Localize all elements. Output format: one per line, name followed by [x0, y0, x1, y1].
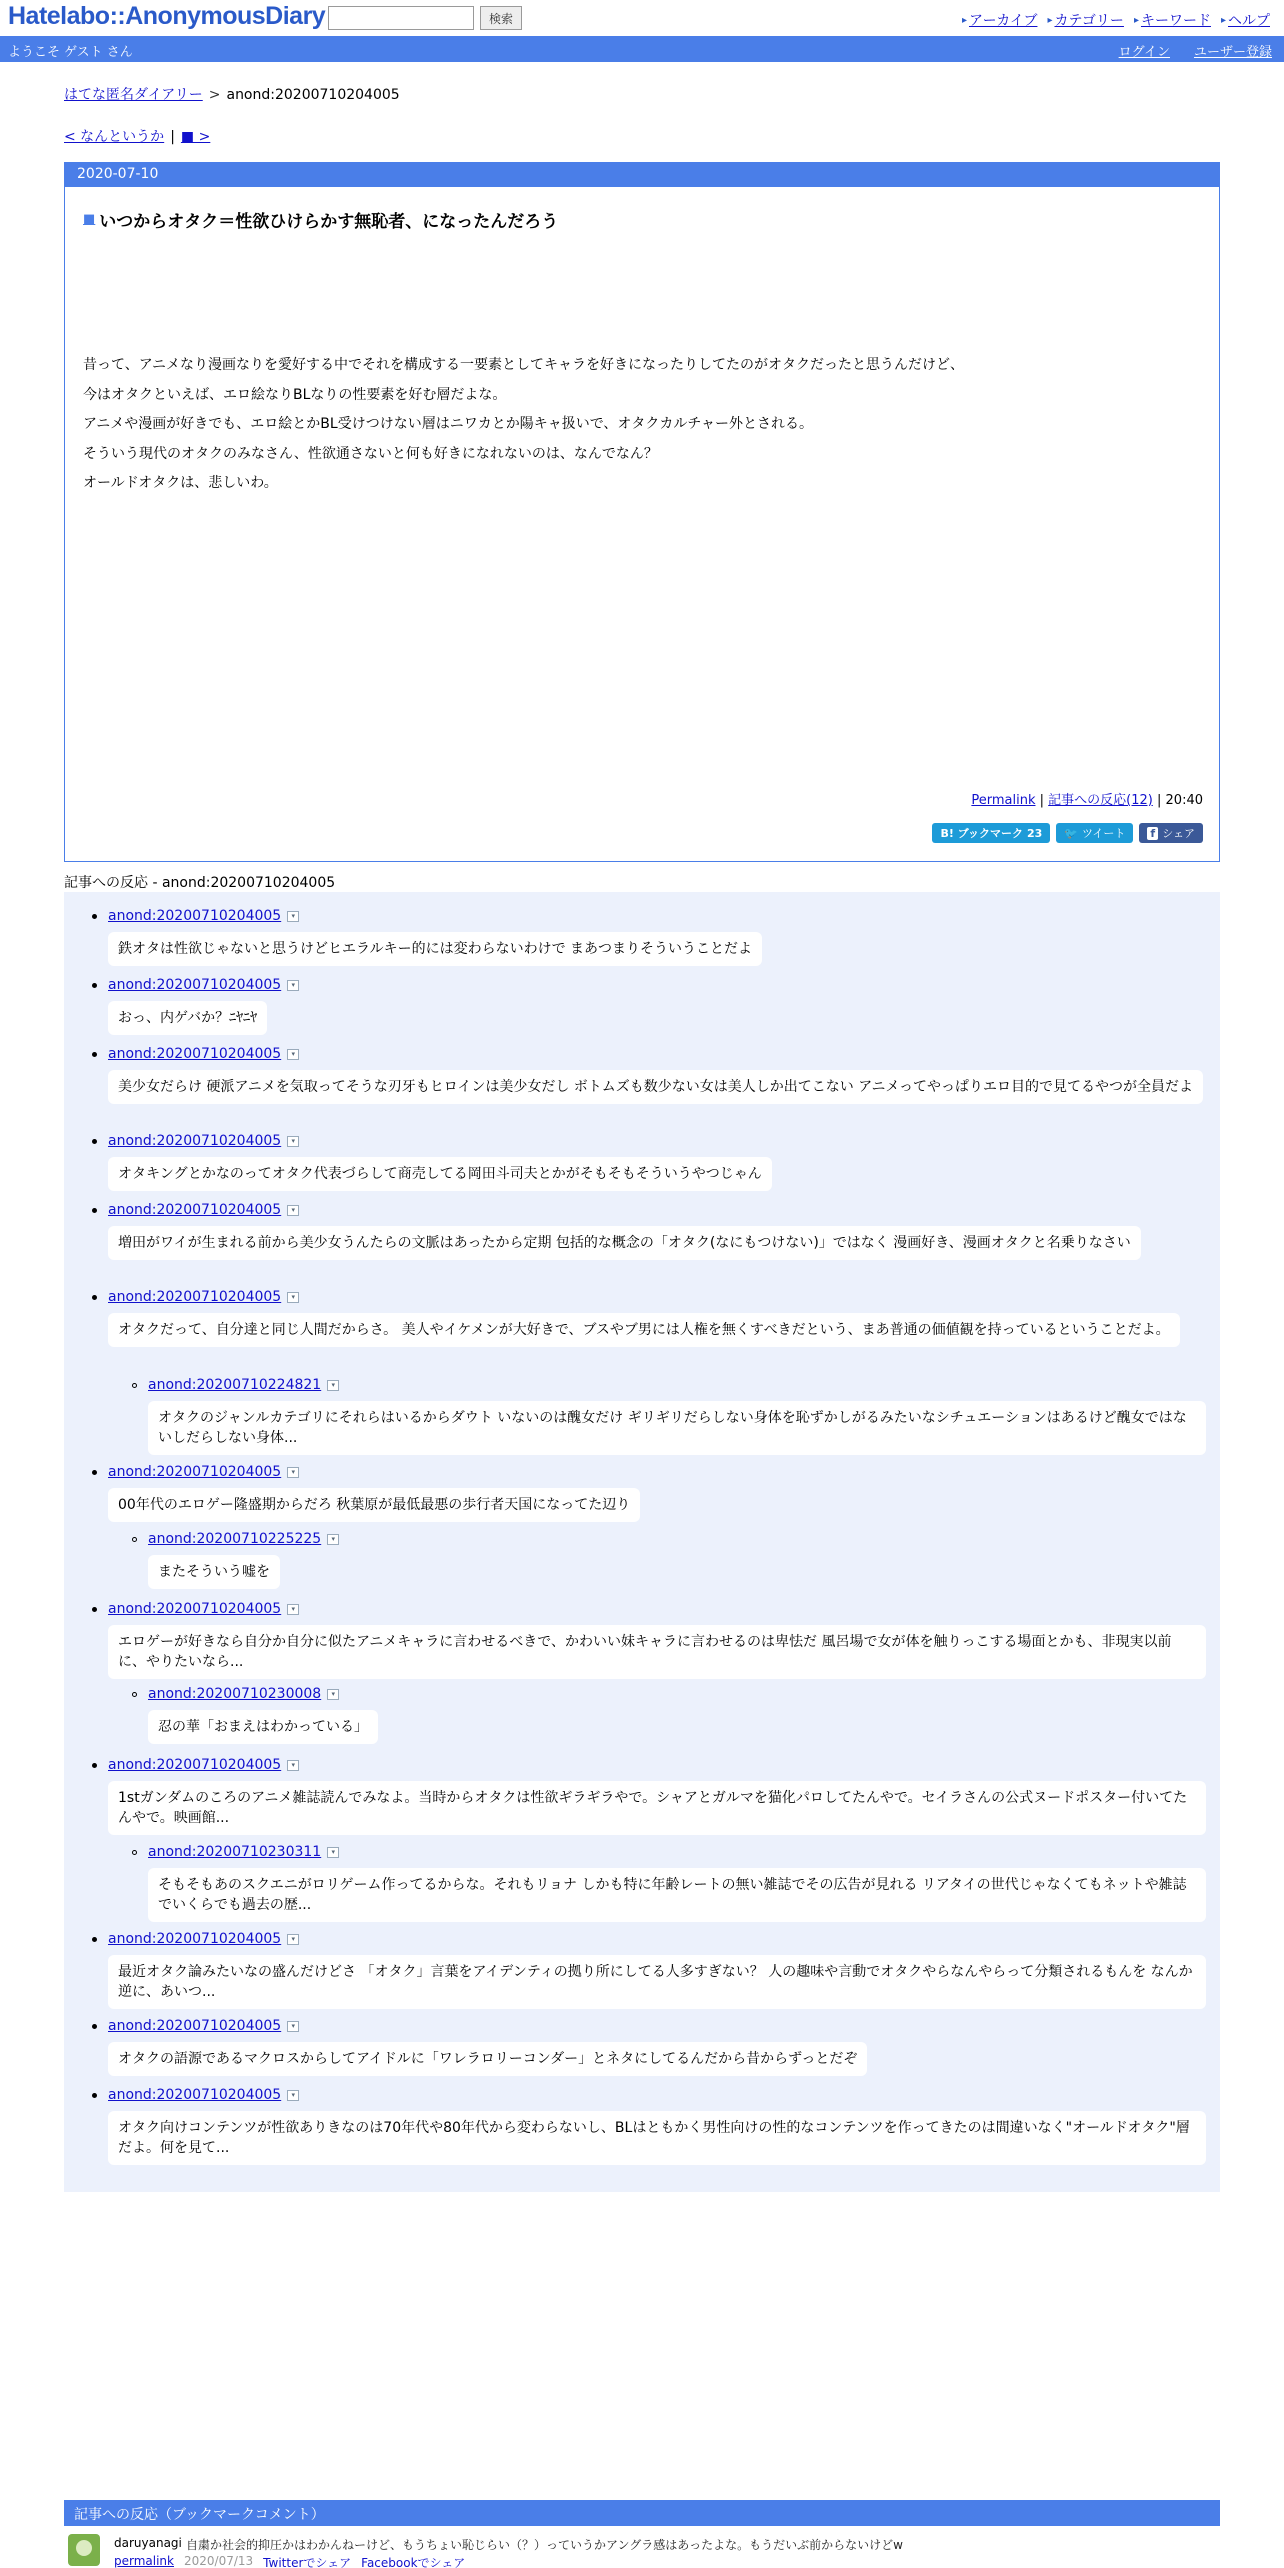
- top-nav: [962, 10, 1270, 30]
- search-input[interactable]: [328, 6, 474, 30]
- expand-toggle-icon[interactable]: ▾: [287, 1604, 299, 1615]
- expand-toggle-icon[interactable]: ▾: [287, 1760, 299, 1771]
- reaction-entry-link[interactable]: anond:20200710204005: [108, 1133, 282, 1149]
- arrow-icon: ▸: [1047, 14, 1053, 26]
- reaction-entry-link[interactable]: anond:20200710204005: [108, 908, 282, 924]
- reaction-item: [108, 1601, 1206, 1679]
- nav-link-keyword[interactable]: キーワード: [1140, 13, 1211, 29]
- article-date: 2020-07-10: [65, 163, 1219, 187]
- reaction-item: [148, 1377, 1206, 1455]
- nav-link-archive[interactable]: アーカイブ: [968, 13, 1038, 29]
- reaction-entry-link[interactable]: anond:20200710204005: [108, 2087, 282, 2103]
- reaction-head: [108, 2018, 1206, 2034]
- avatar[interactable]: [68, 2534, 100, 2566]
- reactions-list: [64, 892, 1220, 2192]
- reaction-head: [108, 1931, 1206, 1947]
- article-footer: [971, 789, 1203, 808]
- reaction-head: [108, 908, 1206, 924]
- reaction-item: [108, 1289, 1206, 1347]
- reaction-head: [108, 2087, 1206, 2103]
- reactions-link[interactable]: 記事への反応(12): [1048, 793, 1153, 808]
- list-bullet: [132, 1692, 137, 1697]
- reaction-excerpt: 忍の華「おまえはわかっている」: [148, 1710, 378, 1744]
- article-paragraph: そういう現代のオタクのみなさん、性欲通さないと何も好きになれないのは、なんでなん？: [83, 445, 658, 462]
- list-bullet: [92, 1295, 97, 1300]
- reaction-entry-link[interactable]: anond:20200710204005: [108, 1202, 282, 1218]
- twitter-icon: 🐦: [1064, 826, 1078, 840]
- reaction-excerpt: オタクだって、自分達と同じ人間だからさ。 美人やイケメンが大好きで、ブスやブ男には人権を無くすべきだという、まあ普通の価値観を持っているということだよ。: [108, 1313, 1180, 1347]
- article: [64, 162, 1220, 862]
- reaction-head: [108, 977, 1206, 993]
- expand-toggle-icon[interactable]: ▾: [327, 1380, 339, 1391]
- expand-toggle-icon[interactable]: ▾: [287, 1049, 299, 1060]
- reaction-entry-link[interactable]: anond:20200710230008: [148, 1686, 322, 1702]
- reaction-excerpt: エロゲーが好きなら自分か自分に似たアニメキャラに言わせるべきで、かわいい妹キャラに言わせるのは卑怯だ 風呂場で女が体を触りっこする場面とかも、非現実以前に、やりたいなら...: [108, 1625, 1206, 1679]
- bookmark-twitter-share[interactable]: Twitterでシェア: [263, 2556, 352, 2568]
- user-links: [1119, 41, 1272, 60]
- hatena-bookmark-count: 23: [1026, 826, 1043, 840]
- list-bullet: [92, 1607, 97, 1612]
- reaction-item: [148, 1844, 1206, 1922]
- permalink-link[interactable]: Permalink: [971, 793, 1036, 808]
- arrow-icon: ▸: [961, 14, 967, 26]
- article-body: [83, 351, 1193, 499]
- nav-link-category[interactable]: カテゴリー: [1054, 13, 1124, 29]
- avatar-face: [76, 2540, 92, 2556]
- bookmark-meta: [114, 2554, 465, 2568]
- facebook-share-button[interactable]: [1139, 823, 1203, 843]
- reaction-item: [108, 1133, 1206, 1191]
- prev-entry-link[interactable]: < なんというか: [64, 129, 165, 145]
- reaction-item: [148, 1686, 1206, 1744]
- footer-separator: |: [1039, 793, 1045, 808]
- user-bar: [0, 36, 1284, 62]
- list-bullet: [92, 2024, 97, 2029]
- article-paragraph: 今はオタクといえば、エロ絵なりBLなりの性要素を好む層だよな。: [83, 386, 507, 403]
- reaction-item: [108, 2018, 1206, 2076]
- reaction-item: [108, 1464, 1206, 1522]
- reaction-item: [108, 1202, 1206, 1260]
- hatena-bookmark-label: B! ブックマーク: [940, 827, 1023, 840]
- bookmark-comments-header: 記事への反応（ブックマークコメント）: [64, 2500, 1220, 2526]
- list-bullet: [92, 983, 97, 988]
- title-marker-link[interactable]: ■: [83, 212, 96, 227]
- top-bar: [0, 0, 1284, 36]
- reaction-excerpt: オタキングとかなのってオタク代表づらして商売してる岡田斗司夫とかがそもそもそういうやつじゃん: [108, 1157, 772, 1191]
- reaction-excerpt: オタクの語源であるマクロスからしてアイドルに「ワレラロリーコンダー」とネタにしてるんだから昔からずっとだぞ: [108, 2042, 867, 2076]
- facebook-share-label: シェア: [1162, 827, 1195, 840]
- expand-toggle-icon[interactable]: ▾: [287, 2021, 299, 2032]
- breadcrumb: [64, 84, 400, 104]
- list-bullet: [132, 1383, 137, 1388]
- reaction-excerpt: おっ、内ゲバか？ﾆﾔﾆﾔ: [108, 1001, 267, 1035]
- facebook-icon: f: [1147, 827, 1158, 840]
- list-bullet: [92, 1208, 97, 1213]
- reaction-entry-link[interactable]: anond:20200710204005: [108, 1757, 282, 1773]
- list-bullet: [92, 914, 97, 919]
- reaction-entry-link[interactable]: anond:20200710204005: [108, 1046, 282, 1062]
- reaction-excerpt: 最近オタク論みたいなの盛んだけどさ 「オタク」言葉をアイデンティの拠り所にしてる人多すぎない？ 人の趣味や言動でオタクやらなんやらって分類されるもんを なんか逆に、あいつ...: [108, 1955, 1206, 2009]
- reaction-head: [108, 1046, 1206, 1062]
- expand-toggle-icon[interactable]: ▾: [327, 1689, 339, 1700]
- reactions-header: 記事への反応 - anond:20200710204005: [64, 872, 1220, 895]
- reaction-excerpt: 00年代のエロゲー隆盛期からだろ 秋葉原が最低最悪の歩行者天国になってた辺り: [108, 1488, 640, 1522]
- expand-toggle-icon[interactable]: ▾: [327, 1847, 339, 1858]
- reaction-item: [148, 1531, 1206, 1589]
- list-bullet: [92, 1052, 97, 1057]
- reaction-item: [108, 1046, 1206, 1104]
- nav-item-keyword[interactable]: [1134, 10, 1211, 30]
- expand-toggle-icon[interactable]: ▾: [287, 1205, 299, 1216]
- expand-toggle-icon[interactable]: ▾: [327, 1534, 339, 1545]
- breadcrumb-separator: >: [208, 87, 221, 103]
- bookmark-facebook-share[interactable]: Facebookでシェア: [361, 2556, 466, 2568]
- pager-separator: |: [170, 129, 175, 145]
- reaction-head: [108, 1133, 1206, 1149]
- reaction-entry-link[interactable]: anond:20200710204005: [108, 1931, 282, 1947]
- reaction-entry-link[interactable]: anond:20200710204005: [108, 1601, 282, 1617]
- nav-item-category[interactable]: [1047, 10, 1123, 30]
- footer-separator: |: [1157, 793, 1162, 808]
- expand-toggle-icon[interactable]: ▾: [287, 1934, 299, 1945]
- reaction-entry-link[interactable]: anond:20200710224821: [148, 1377, 322, 1393]
- bookmark-permalink[interactable]: permalink: [114, 2554, 174, 2568]
- bookmark-comment: [68, 2532, 1218, 2568]
- list-bullet: [132, 1850, 137, 1855]
- post-time: 20:40: [1165, 793, 1203, 808]
- reaction-excerpt: 1stガンダムのころのアニメ雑誌読んでみなよ。当時からオタクは性欲ギラギラやで。シャアとガルマを猫化パロしてたんやで。セイラさんの公式ヌードポスター付いてたんやで。映画館...: [108, 1781, 1206, 1835]
- reaction-head: [108, 1601, 1206, 1617]
- expand-toggle-icon[interactable]: ▾: [287, 1136, 299, 1147]
- list-bullet: [92, 1763, 97, 1768]
- expand-toggle-icon[interactable]: ▾: [287, 1467, 299, 1478]
- reaction-excerpt: そもそもあのスクエニがロリゲーム作ってるからな。それもリョナ しかも特に年齢レートの無い雑誌でその広告が見れる リアタイの世代じゃなくてもネットや雑誌でいくらでも過去の歴...: [148, 1868, 1206, 1922]
- article-paragraph: アニメや漫画が好きでも、エロ絵とかBL受けつけない層はニワカとか陽キャ扱いで、オタクカルチャー外とされる。: [83, 416, 814, 432]
- reaction-head: [108, 1757, 1206, 1773]
- reaction-item: [108, 908, 1206, 966]
- reaction-head: [108, 1464, 1206, 1480]
- list-bullet: [92, 2093, 97, 2098]
- reaction-entry-link[interactable]: anond:20200710225225: [148, 1531, 322, 1547]
- reaction-excerpt: 増田がワイが生まれる前から美少女うんたらの文脈はあったから定期 包括的な概念の「オタク(なにもつけない)」ではなく 漫画好き、漫画オタクと名乗りなさい: [108, 1226, 1141, 1260]
- arrow-icon: ▸: [1220, 14, 1226, 26]
- login-link[interactable]: ログイン: [1118, 45, 1170, 60]
- reaction-head: [148, 1377, 1206, 1393]
- bookmark-comment-text: 自粛か社会的抑圧かはわかんねーけど、もうちょい恥じらい（？）っていうかアングラ感はあったよな。もうだいぶ前からないけどw: [186, 2538, 903, 2552]
- nav-link-help[interactable]: ヘルプ: [1228, 13, 1270, 29]
- expand-toggle-icon[interactable]: ▾: [287, 1292, 299, 1303]
- reaction-item: [108, 1931, 1206, 2009]
- reaction-entry-link[interactable]: anond:20200710204005: [108, 1464, 282, 1480]
- reaction-entry-link[interactable]: anond:20200710204005: [108, 1289, 282, 1305]
- reaction-head: [148, 1844, 1206, 1860]
- list-bullet: [92, 1937, 97, 1942]
- reaction-item: [108, 1757, 1206, 1835]
- breadcrumb-root[interactable]: はてな匿名ダイアリー: [64, 87, 203, 103]
- reaction-item: [108, 977, 1206, 1035]
- reaction-head: [108, 1202, 1206, 1218]
- bookmark-date: 2020/07/13: [184, 2554, 254, 2568]
- reaction-excerpt: またそういう嘘を: [148, 1555, 280, 1589]
- next-entry-link[interactable]: ■ >: [180, 129, 211, 145]
- reaction-head: [108, 1289, 1206, 1305]
- bookmark-user[interactable]: daruyanagi: [114, 2536, 182, 2550]
- reaction-excerpt: オタク向けコンテンツが性欲ありきなのは70年代や80年代から変わらないし、BLはともかく男性向けの性的なコンテンツを作ってきたのは間違いなく"オールドオタク"層だよ。何を見て...: [108, 2111, 1206, 2165]
- reaction-entry-link[interactable]: anond:20200710204005: [108, 2018, 282, 2034]
- expand-toggle-icon[interactable]: ▾: [287, 911, 299, 922]
- article-paragraph: オールドオタクは、悲しいわ。: [83, 475, 278, 491]
- welcome-text: ようこそ ゲスト さん: [8, 45, 133, 60]
- search-button[interactable]: 検索: [480, 6, 522, 30]
- reaction-item: [108, 2087, 1206, 2165]
- expand-toggle-icon[interactable]: ▾: [287, 2090, 299, 2101]
- site-logo[interactable]: Hatelabo::AnonymousDiary: [8, 2, 326, 30]
- reaction-excerpt: 美少女だらけ 硬派アニメを気取ってそうな刃牙もヒロインは美少女だし ボトムズも数少ない女は美人しか出てこない アニメってやっぱりエロ目的で見てるやつが全員だよ: [108, 1070, 1203, 1104]
- article-title-text: いつからオタク＝性欲ひけらかす無恥者、になったんだろう: [99, 212, 559, 232]
- reaction-head: [148, 1531, 1206, 1547]
- tweet-label: ツイート: [1081, 827, 1126, 840]
- article-title: [83, 207, 558, 232]
- hatena-bookmark-button[interactable]: [932, 823, 1050, 843]
- reaction-entry-link[interactable]: anond:20200710230311: [148, 1844, 322, 1860]
- nav-item-archive[interactable]: [962, 10, 1038, 30]
- reaction-entry-link[interactable]: anond:20200710204005: [108, 977, 282, 993]
- nav-item-help[interactable]: [1221, 10, 1270, 30]
- pager: [64, 126, 210, 146]
- breadcrumb-current: anond:20200710204005: [226, 87, 400, 103]
- list-bullet: [132, 1537, 137, 1542]
- article-paragraph: 昔って、アニメなり漫画なりを愛好する中でそれを構成する一要素としてキャラを好きになったりしてたのがオタクだったと思うんだけど、: [83, 357, 965, 373]
- reaction-excerpt: オタクのジャンルカテゴリにそれらはいるからダウト いないのは醜女だけ ギリギリだらしない身体を恥ずかしがるみたいなシチュエーションはあるけど醜女ではないしだらしない身体...: [148, 1401, 1206, 1455]
- register-link[interactable]: ユーザー登録: [1193, 45, 1272, 60]
- reaction-excerpt: 鉄オタは性欲じゃないと思うけどヒエラルキー的には変わらないわけで まあつまりそういうことだよ: [108, 932, 762, 966]
- share-buttons: [932, 823, 1203, 843]
- tweet-button[interactable]: [1056, 823, 1133, 843]
- list-bullet: [92, 1470, 97, 1475]
- arrow-icon: ▸: [1133, 14, 1139, 26]
- reaction-head: [148, 1686, 1206, 1702]
- list-bullet: [92, 1139, 97, 1144]
- expand-toggle-icon[interactable]: ▾: [287, 980, 299, 991]
